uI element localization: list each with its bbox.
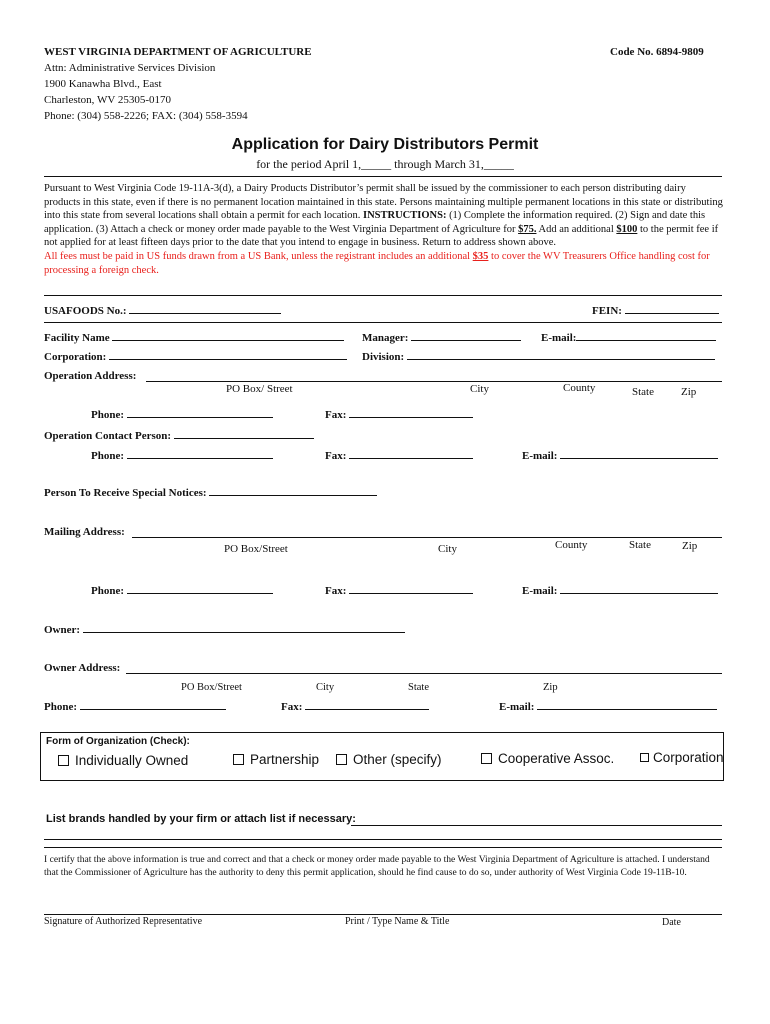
option-individually-owned[interactable] (58, 753, 188, 768)
manager-label: Manager: (362, 332, 409, 344)
instructions-label: INSTRUCTIONS: (363, 210, 447, 222)
zip-caption: Zip (543, 682, 558, 693)
operation-contact-field[interactable] (44, 429, 314, 442)
po-box-caption: PO Box/ Street (226, 383, 293, 395)
county-caption: County (555, 539, 588, 551)
phone-label: Phone: (91, 450, 124, 462)
city-caption: City (470, 383, 489, 395)
checkbox-icon[interactable] (233, 754, 244, 765)
usafoods-field[interactable] (44, 304, 281, 317)
permit-period: for the period April 1,_____ through March 31,_____ (256, 157, 514, 171)
foreign-check-notice: All fees must be paid in US funds drawn from a US Bank, unless the registrant includes an additional (44, 250, 473, 262)
po-box-caption: PO Box/Street (224, 543, 288, 555)
zip-caption: Zip (682, 540, 698, 552)
print-name-label: Print / Type Name & Title (345, 916, 450, 927)
contact-phone-field[interactable] (91, 449, 273, 462)
usafoods-label: USAFOODS No.: (44, 305, 127, 317)
divider (44, 295, 722, 296)
city-caption: City (316, 682, 335, 693)
address-line: Charleston, WV 25305-0170 (44, 94, 171, 106)
po-box-caption: PO Box/Street (181, 682, 242, 693)
fax-label: Fax: (325, 585, 347, 597)
option-partnership[interactable] (233, 752, 319, 767)
organization-label: Form of Organization (Check): (46, 736, 190, 747)
divider (44, 847, 722, 848)
brands-input[interactable] (351, 825, 722, 826)
foreign-check-notice: to cover the WV Treasurers Office handling cost for processing a foreign check. (44, 250, 710, 276)
city-caption: City (438, 543, 457, 555)
address-line: 1900 Kanawha Blvd., East (44, 78, 162, 90)
fax-label: Fax: (325, 409, 347, 421)
fein-field[interactable] (592, 304, 719, 317)
division-field[interactable] (362, 350, 715, 363)
manager-field[interactable] (362, 331, 521, 344)
corporation-label: Corporation: (44, 351, 107, 363)
intro-text: Pursuant to West Virginia Code 19-11A-3(d), a Dairy Products Distributor’s permit shall be issued by the commissioner to each person distributing dairy products in this state, even if there is no permanent location maintained in this state. Persons maintaining multiple permanent locations in this state or distributing into this state from several locations shall obtain a permit for each location. (44, 183, 723, 222)
instructions-text: (1) Complete the information required. (2) Sign and date this application. (3) Attach a check or money order made payable to the West Virginia Department of Agriculture for (44, 210, 706, 235)
mailing-address-input[interactable] (132, 537, 722, 538)
operation-address-label: Operation Address: (44, 370, 137, 382)
email-label: E-mail: (541, 332, 577, 344)
option-label: Cooperative Assoc. (498, 751, 615, 766)
option-label: Corporation (653, 750, 724, 765)
mailing-address-label: Mailing Address: (44, 526, 125, 538)
owner-label: Owner: (44, 624, 81, 636)
state-caption: State (629, 539, 651, 551)
brands-label: List brands handled by your firm or attach list if necessary: (46, 813, 356, 825)
checkbox-icon[interactable] (58, 755, 69, 766)
foreign-check-fee: $35 (472, 250, 489, 262)
mailing-fax-field[interactable] (325, 584, 473, 597)
checkbox-icon[interactable] (481, 753, 492, 764)
owner-fax-field[interactable] (281, 700, 429, 713)
signature-label: Signature of Authorized Representative (44, 916, 203, 927)
option-cooperative[interactable] (481, 751, 614, 766)
page-title: Application for Dairy Distributors Permit (231, 136, 539, 153)
phone-label: Phone: (91, 585, 124, 597)
owner-phone-field[interactable] (44, 700, 226, 713)
mailing-phone-field[interactable] (91, 584, 273, 597)
operation-fax-field[interactable] (325, 408, 473, 421)
email-field[interactable] (541, 331, 716, 344)
email-label: E-mail: (522, 450, 558, 462)
address-line: Attn: Administrative Services Division (44, 62, 216, 74)
option-label: Other (specify) (353, 752, 442, 767)
divider (44, 176, 722, 177)
instructions-text: to the permit fee if not applied for at least fifteen days prior to the date that you intend to engage in business. Return to address shown above. (44, 223, 719, 249)
option-label: Individually Owned (75, 753, 189, 768)
owner-field[interactable] (44, 623, 405, 636)
divider (44, 322, 722, 323)
fax-label: Fax: (281, 701, 303, 713)
email-label: E-mail: (499, 701, 535, 713)
operation-phone-field[interactable] (91, 408, 273, 421)
facility-name-field[interactable] (44, 331, 344, 344)
signature-line[interactable] (44, 914, 722, 915)
checkbox-icon[interactable] (640, 753, 649, 762)
corporation-field[interactable] (44, 350, 347, 363)
option-corporation[interactable] (640, 750, 724, 765)
special-notices-field[interactable] (44, 486, 377, 499)
state-caption: State (408, 682, 429, 693)
instructions-text: Add an additional (536, 223, 617, 235)
owner-address-input[interactable] (126, 673, 722, 674)
late-fee: $100 (616, 223, 638, 235)
certification-text: I certify that the above information is true and correct and that a check or money order made payable to the West Virginia Department of Agriculture is attached. I understand that the Commissioner of Agriculture has the authority to deny this permit application, should he find cause to do so, under authority of West Virginia Code 19-11B-10. (44, 854, 710, 878)
owner-address-label: Owner Address: (44, 662, 121, 674)
option-label: Partnership (250, 752, 320, 767)
division-label: Division: (362, 351, 405, 363)
contact-fax-field[interactable] (325, 449, 473, 462)
phone-fax-line: Phone: (304) 558-2226; FAX: (304) 558-3594 (44, 110, 248, 122)
fein-label: FEIN: (592, 305, 622, 317)
code-number: Code No. 6894-9809 (610, 46, 704, 58)
brands-input-line-2[interactable] (44, 839, 722, 840)
agency-name: WEST VIRGINIA DEPARTMENT OF AGRICULTURE (44, 46, 312, 58)
state-caption: State (632, 386, 654, 398)
operation-contact-label: Operation Contact Person: (44, 430, 172, 442)
facility-name-label: Facility Name (44, 332, 110, 344)
contact-email-field[interactable] (522, 449, 718, 462)
permit-fee: $75. (518, 223, 537, 235)
checkbox-icon[interactable] (336, 754, 347, 765)
operation-address-input[interactable] (146, 381, 722, 382)
zip-caption: Zip (681, 386, 697, 398)
intro-paragraph (44, 182, 724, 277)
fax-label: Fax: (325, 450, 347, 462)
special-notices-label: Person To Receive Special Notices: (44, 487, 207, 499)
owner-email-field[interactable] (499, 700, 717, 713)
phone-label: Phone: (44, 701, 77, 713)
county-caption: County (563, 382, 596, 394)
date-label: Date (662, 917, 681, 928)
mailing-email-field[interactable] (522, 584, 718, 597)
phone-label: Phone: (91, 409, 124, 421)
email-label: E-mail: (522, 585, 558, 597)
option-other[interactable] (336, 752, 442, 767)
